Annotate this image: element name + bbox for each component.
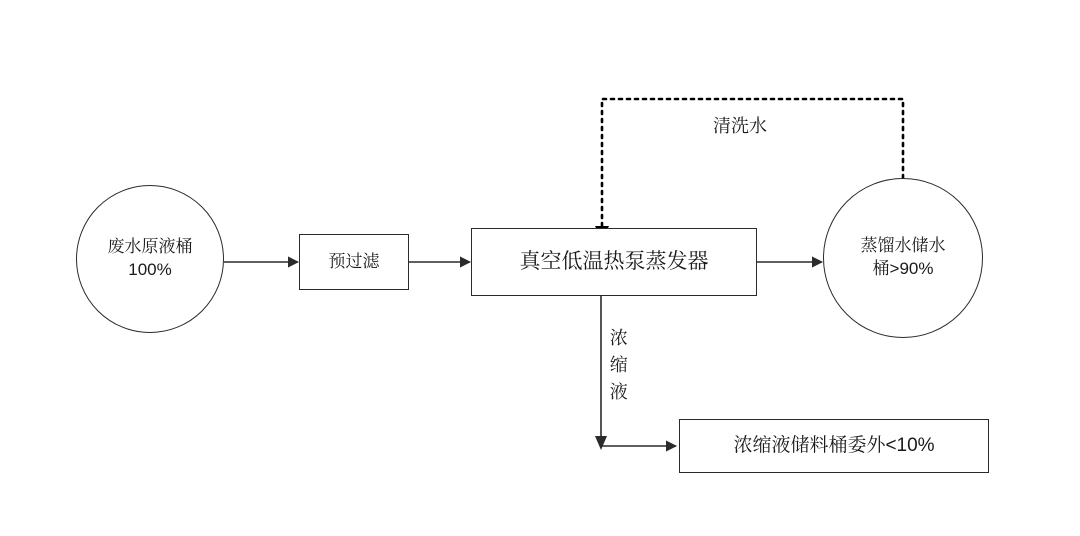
edge-label-concentrate: 浓缩液 [609, 328, 628, 402]
node-vacuum-heat-pump-evaporator[interactable] [471, 228, 757, 296]
node-distilled-water-tank-label-1: 蒸馏水储水 [860, 236, 946, 256]
node-pre-filter-label: 预过滤 [328, 251, 380, 271]
node-concentrate-storage-tank-label: 浓缩液储料桶委外<10% [733, 435, 935, 457]
node-waste-liquid-tank-label-2: 100% [128, 260, 172, 279]
node-pre-filter[interactable] [299, 234, 409, 290]
concentrate-down-arrowhead [595, 436, 607, 450]
node-vacuum-heat-pump-evaporator-label: 真空低温热泵蒸发器 [519, 249, 709, 273]
node-waste-liquid-tank-label-1: 废水原液桶 [107, 237, 193, 257]
node-distilled-water-tank[interactable] [823, 178, 983, 338]
node-waste-liquid-tank[interactable] [76, 185, 224, 333]
edge-label-cleaning-water: 清洗水 [713, 116, 767, 136]
node-distilled-water-tank-label-2: 桶>90% [872, 259, 934, 278]
node-concentrate-storage-tank[interactable] [679, 419, 989, 473]
